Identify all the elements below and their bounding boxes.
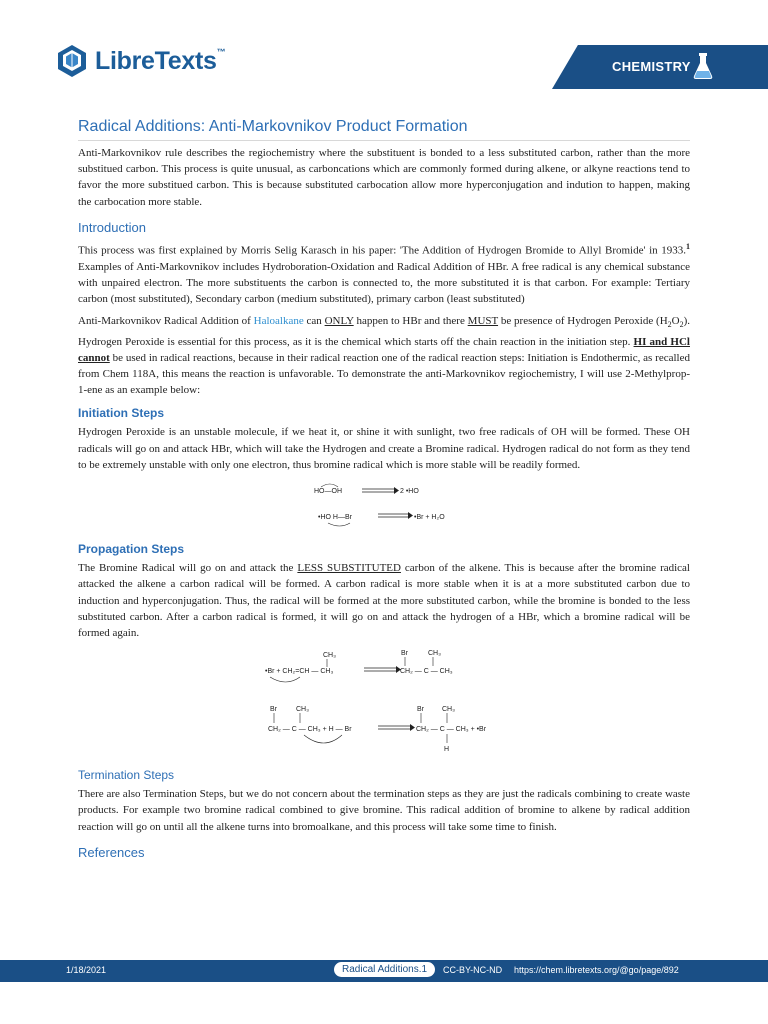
svg-text:Br: Br — [417, 706, 424, 714]
article-body — [78, 114, 690, 864]
propagation-paragraph: The Bromine Radical will go on and attack the LESS SUBSTITUTED carbon of the alkene. This is because after the bromine radical attacked the alkene a carbon radical will be formed. A carbon radical is more stable when it is at a more substituted carbon due to induction and hyperconjugation. Thus, the radical will be formed at the more substituted carbon, while the bromine is bonded to the less substituted carbon. After a carbon radical is formed, it will go on and attack the hydrogen of a HBr, which a bromine radical will be formed again. — [78, 562, 690, 639]
svg-text:CH₃: CH₃ — [428, 650, 441, 658]
propagation-scheme — [78, 647, 690, 755]
brand-name: LibreTexts™ — [95, 46, 226, 75]
page-footer — [0, 960, 768, 982]
svg-text:•Br + CH₂=CH — CH₃: •Br + CH₂=CH — CH₃ — [265, 668, 334, 676]
svg-text:CH₃: CH₃ — [442, 706, 455, 714]
initiation-heading: Initiation Steps — [78, 406, 165, 421]
libretexts-cube-icon — [55, 44, 89, 78]
footer-page-label: Radical Additions.1 — [334, 962, 435, 977]
eq1-reactant: HO—OH — [314, 488, 342, 496]
libretexts-logo[interactable] — [55, 44, 225, 78]
propagation-heading: Propagation Steps — [78, 542, 185, 557]
page-header — [0, 0, 768, 110]
initiation-scheme — [78, 479, 690, 529]
page-title: Radical Additions: Anti-Markovnikov Product Formation — [78, 118, 690, 141]
eq2-product: •Br + H₂O — [414, 514, 445, 522]
introduction-paragraph-2: Anti-Markovnikov Radical Addition of Haloalkane can ONLY happen to HBr and there MUST be presence of Hydrogen Peroxide $(H_2O_2)$. Hydrogen Peroxide is essential for this process, as it is the chemical which starts off the chain reaction in the initiation step. HI and HCl cannot be used in radical reactions, because in their radical reaction one of the radical reaction steps: Initiation is Endothermic, as recalled from Chem 118A, this means the reaction is unfavorable. To demonstrate the anti-Markovnikov regiochemistry, I will use 2-Methylprop-1-ene as an example below: — [78, 315, 691, 397]
eq1-product: 2 •HO — [400, 488, 419, 496]
footer-license[interactable]: CC-BY-NC-ND — [443, 965, 503, 975]
introduction-paragraph-1: This process was first explained by Morris Selig Karasch in his paper: 'The Addition of Hydrogen Bromide to Allyl Bromide' in 1933.$^1$ Examples of Anti-Markovnikov includes Hydroboration-Oxidation and Radical Addition of HBr. A free radical is any chemical substance with unpaired electron. The more substituents the carbon is connected to, the more substituted it is that carbon. For example: Tertiary carbon (most substituted), Secondary carbon (medium substituted), primary carbon (least substituted) — [78, 241, 690, 306]
svg-text:Br: Br — [401, 650, 408, 658]
footer-date: 1/18/2021 — [66, 965, 107, 975]
eq2-reactant: •HO H—Br — [318, 514, 352, 522]
intro-paragraph: Anti-Markovnikov rule describes the regiochemistry where the substituent is bonded to a less substituted carbon, rather than the more substitued carbon. This process is quite unusual, as carboncations which are commonly formed during alkene, or alkyne reactions tend to favor the more substitued carbon. This is because substituted carbocation allow more hyperconjugation and indution to happen, making the carbocation more stable. — [78, 147, 690, 208]
termination-heading: Termination Steps — [78, 768, 175, 783]
introduction-heading: Introduction — [78, 219, 146, 235]
svg-text:H: H — [444, 746, 450, 754]
svg-text:CH₃: CH₃ — [323, 652, 336, 660]
library-label[interactable]: CHEMISTRY — [612, 59, 691, 74]
footer-url[interactable]: https://chem.libretexts.org/@go/page/892 — [514, 965, 679, 975]
footnote-1-ref[interactable]: 1 — [686, 241, 690, 251]
references-heading: References — [78, 844, 145, 860]
flask-icon — [692, 52, 714, 80]
svg-text:CH₂ — C — CH₃ + H — Br: CH₂ — C — CH₃ + H — Br — [268, 726, 352, 734]
termination-paragraph: There are also Termination Steps, but we do not concern about the termination steps as they are just the radicals combining to create waste products. For example two bromine radical combined to give bromine. This radical addition of bromine to alkene by radical addition reaction will go on until all the alkene turns into bromoalkane, and this process will take some time to finish. — [78, 788, 690, 833]
svg-text:CH₂ — C — CH₃: CH₂ — C — CH₃ — [400, 668, 453, 676]
svg-text:Br: Br — [270, 706, 277, 714]
svg-text:CH₂ — C — CH₃ + •Br: CH₂ — C — CH₃ + •Br — [416, 726, 487, 734]
svg-text:CH₃: CH₃ — [296, 706, 309, 714]
haloalkane-link[interactable]: Haloalkane — [253, 315, 304, 328]
initiation-paragraph: Hydrogen Peroxide is an unstable molecule, if we heat it, or shine it with sunlight, two free radicals of OH will be formed. These OH radicals will go on and attack HBr, which will take the Hydrogen and create a Bromine radical. Hydrogen radical do not form as they tend to be extremely unstable with only one electron, thus bromine radical which is more stable will be readily formed. — [78, 426, 690, 471]
